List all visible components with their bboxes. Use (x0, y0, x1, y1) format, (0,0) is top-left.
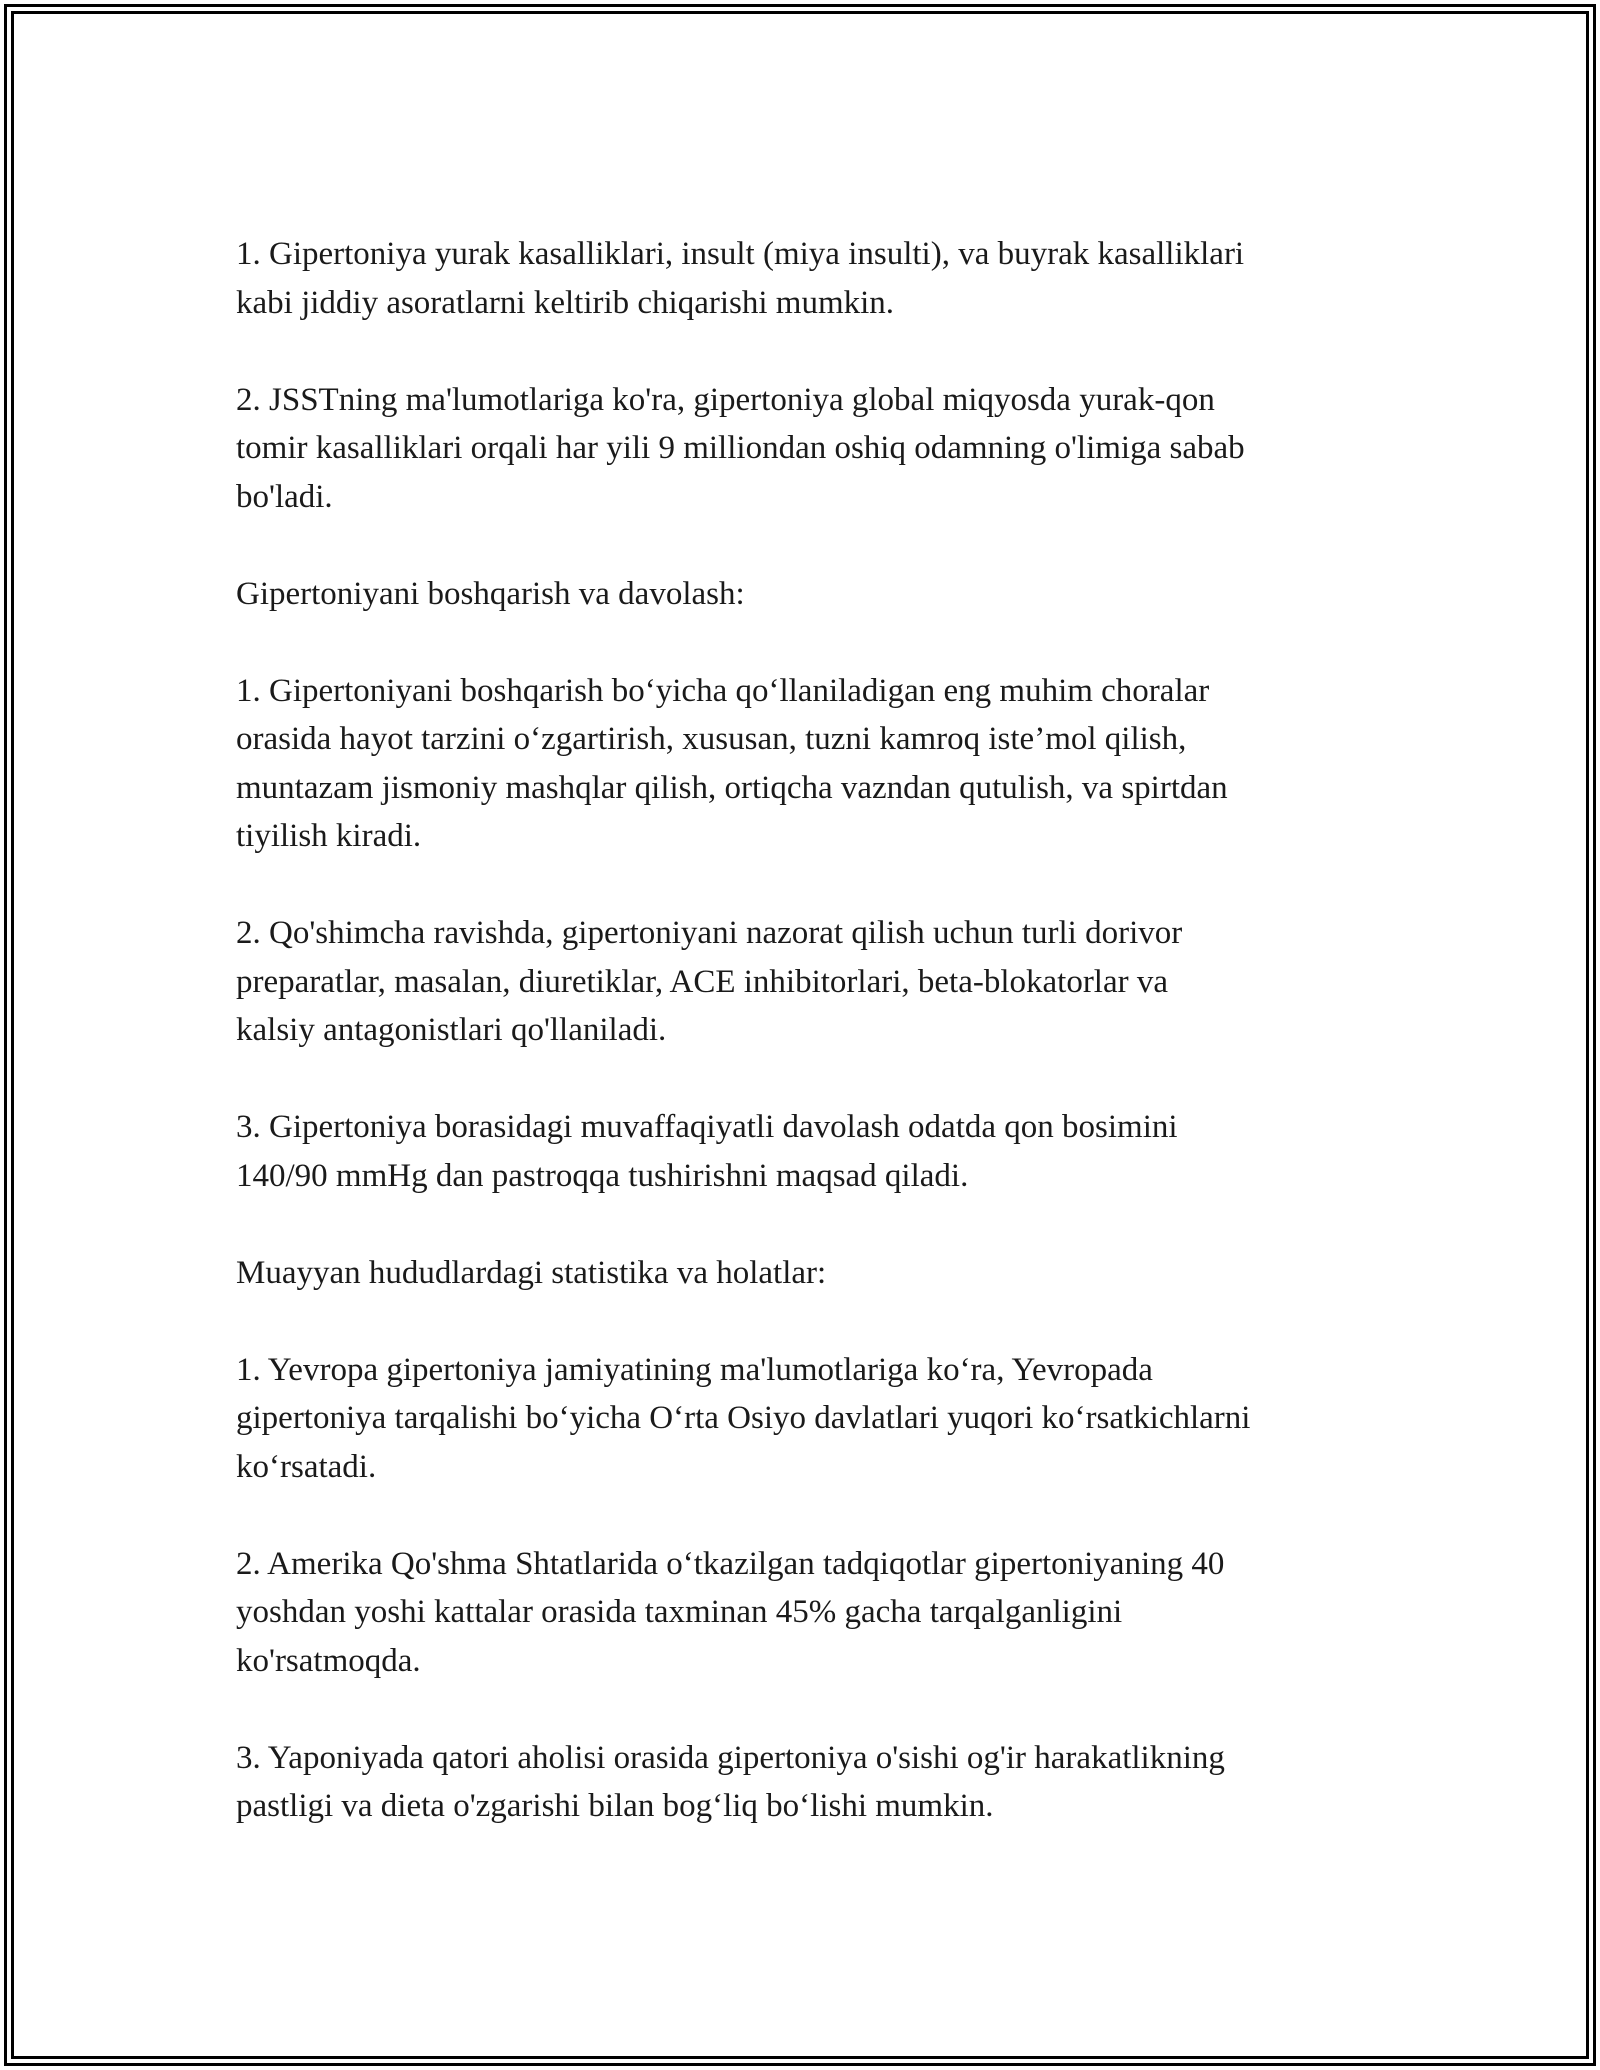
paragraph-complications: 1. Gipertoniya yurak kasalliklari, insult (miya insulti), va buyrak kasalliklari kabi jiddiy asoratlarni keltirib chiqarishi mumkin. (236, 236, 1245, 321)
paragraph-who-statistics: 2. JSSTning ma'lumotlariga ko'ra, gipertoniya global miqyosda yurak-qon tomir kasalliklari orqali har yili 9 milliondan oshiq odamning o'limiga sabab bo'ladi. (236, 381, 1245, 515)
paragraph-lifestyle: 1. Gipertoniyani boshqarish bo‘yicha qo‘llaniladigan eng muhim choralar orasida hayot tarzini o‘zgartirish, xususan, tuzni kamroq iste’mol qilish, muntazam jismoniy mashqlar qilish, ortiqcha vazndan qutulish, va spirtdan tiyilish kiradi. (236, 672, 1228, 854)
paragraph-treatment-goal: 3. Gipertoniya borasidagi muvaffaqiyatli davolash odatda qon bosimini 140/90 mmHg dan pastroqqa tushirishni maqsad qiladi. (236, 1109, 1178, 1194)
section-heading-regional: Muayyan hududlardagi statistika va holatlar: (236, 1254, 827, 1291)
paragraph-medications: 2. Qo'shimcha ravishda, gipertoniyani nazorat qilish uchun turli dorivor preparatlar, masalan, diuretiklar, ACE inhibitorlari, beta-blokatorlar va kalsiy antagonistlari qo'llaniladi. (236, 915, 1183, 1048)
paragraph-europe: 1. Yevropa gipertoniya jamiyatining ma'lumotlariga ko‘ra, Yevropada gipertoniya tarqalishi bo‘yicha O‘rta Osiyo davlatlari yuqori ko‘rsatkichlarni ko‘rsatadi. (236, 1351, 1251, 1485)
paragraph-usa: 2. Amerika Qo'shma Shtatlarida o‘tkazilgan tadqiqotlar gipertoniyaning 40 yoshdan yoshi kattalar orasida taxminan 45% gacha tarqalganligini ko'rsatmoqda. (236, 1545, 1225, 1679)
section-heading-management: Gipertoniyani boshqarish va davolash: (236, 575, 745, 612)
document-body (236, 230, 1386, 1831)
paragraph-japan: 3. Yaponiyada qatori aholisi orasida gipertoniya o'sishi og'ir harakatlikning pastligi va dieta o'zgarishi bilan bog‘liq bo‘lishi mumkin. (236, 1739, 1225, 1824)
